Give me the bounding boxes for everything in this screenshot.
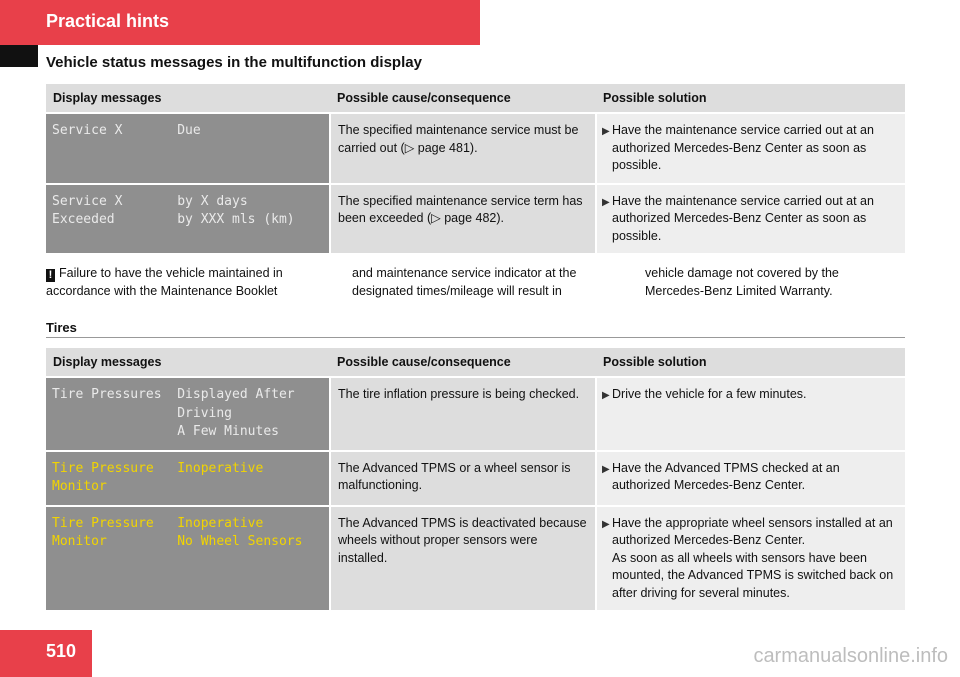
page-number: 510: [46, 641, 77, 661]
column-header-display: Display messages: [46, 84, 330, 113]
table-row: [46, 377, 905, 451]
solution-cell: [596, 113, 905, 184]
header-marker: [0, 45, 38, 67]
page-title: Vehicle status messages in the multifunction display: [46, 54, 422, 71]
arrow-right-icon: ▶: [602, 463, 610, 475]
warning-icon: !: [46, 269, 55, 282]
cause-text: The specified maintenance service term has been exceeded (▷ page 482).: [330, 184, 596, 254]
warning-text: Failure to have the vehicle maintained in accordance with the Maintenance Booklet: [46, 266, 283, 298]
status-messages-table: [46, 84, 905, 253]
column-header-display: Display messages: [46, 348, 330, 377]
cause-text: The Advanced TPMS is deactivated because wheels without proper sensors were installed.: [330, 506, 596, 611]
warning-text: vehicle damage not covered by the Mercedes-Benz Limited Warranty.: [645, 266, 839, 298]
section-divider: [46, 337, 905, 338]
section-header-tab: [0, 0, 480, 45]
column-header-cause: Possible cause/consequence: [330, 84, 596, 113]
warning-text: and maintenance service indicator at the designated times/mileage will result in: [352, 266, 577, 298]
arrow-right-icon: ▶: [602, 126, 610, 137]
display-message: Tire Pressures Displayed After Driving A Few Minutes: [46, 377, 330, 451]
warning-note-col1: [46, 264, 326, 300]
arrow-right-icon: ▶: [602, 196, 610, 208]
table-row: [46, 113, 905, 184]
solution-text: Drive the vehicle for a few minutes.: [612, 387, 807, 401]
solution-text: Have the maintenance service carried out at an authorized Mercedes-Benz Center as soon as possible.: [612, 123, 874, 172]
display-message: Tire Pressure Inoperative Monitor No Wheel Sensors: [46, 506, 330, 611]
table-row: [46, 451, 905, 506]
solution-text-extra: As soon as all wheels with sensors have been mounted, the Advanced TPMS is switched back on after driving for several minutes.: [612, 550, 894, 600]
tires-section-title: Tires: [46, 320, 77, 335]
cause-text: The Advanced TPMS or a wheel sensor is malfunctioning.: [330, 451, 596, 506]
cause-text: The specified maintenance service must be carried out (▷ page 481).: [330, 113, 596, 184]
display-message: Service X Due: [46, 113, 330, 184]
arrow-right-icon: ▶: [602, 518, 610, 530]
solution-cell: [596, 377, 905, 451]
table-row: [46, 184, 905, 254]
solution-text-main: Have the appropriate wheel sensors installed at an authorized Mercedes-Benz Center.: [612, 515, 893, 547]
table-row: [46, 506, 905, 611]
table-header-row: [46, 84, 905, 113]
solution-text: Have the maintenance service carried out at an authorized Mercedes-Benz Center as soon as possible.: [612, 193, 874, 243]
arrow-right-icon: ▶: [602, 390, 610, 401]
warning-note-col3: [645, 264, 885, 300]
solution-cell: [596, 451, 905, 506]
table-header-row: [46, 348, 905, 377]
solution-cell: [596, 184, 905, 254]
solution-cell: [596, 506, 905, 611]
solution-text: Have the Advanced TPMS checked at an authorized Mercedes-Benz Center.: [612, 460, 840, 492]
watermark: carmanualsonline.info: [753, 645, 948, 667]
display-message: Tire Pressure Inoperative Monitor: [46, 451, 330, 506]
warning-note-col2: [352, 264, 622, 300]
column-header-cause: Possible cause/consequence: [330, 348, 596, 377]
page-number-tab: [0, 630, 92, 677]
display-message: Service X by X days Exceeded by XXX mls (km): [46, 184, 330, 254]
section-header-label: Practical hints: [46, 11, 170, 31]
solution-text: [612, 515, 898, 603]
column-header-solution: Possible solution: [596, 348, 905, 377]
tires-messages-table: [46, 348, 905, 610]
column-header-solution: Possible solution: [596, 84, 905, 113]
cause-text: The tire inflation pressure is being checked.: [330, 377, 596, 451]
